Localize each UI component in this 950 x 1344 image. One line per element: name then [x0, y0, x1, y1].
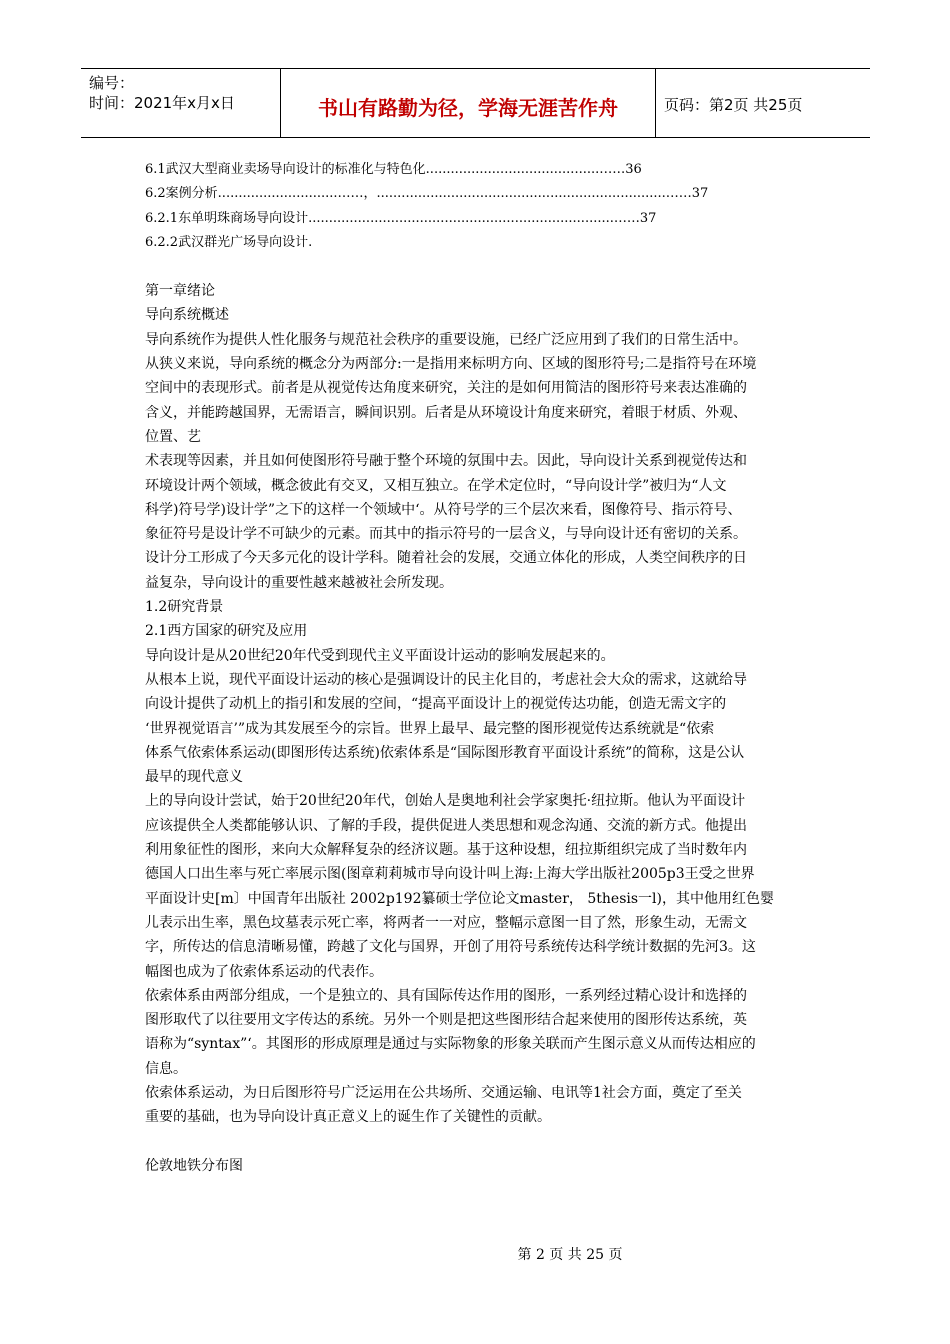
spacer	[145, 255, 810, 279]
text-line: 德国人口出生率与死亡率展示图(图章莉莉城市导向设计叫上海:上海大学出版社2005p3王受之世界	[145, 866, 755, 883]
text-line: 向设计提供了动机上的指引和发展的空间，“提高平面设计上的视觉传达功能，创造无需文字的	[145, 696, 727, 713]
text-line: 设计分工形成了今天多元化的设计学科。随着社会的发展，交通立体化的形成，人类空间秩序的日	[145, 550, 747, 567]
text-line: 含义，并能跨越国界，无需语言，瞬间识别。后者是从环境设计角度来研究，着眼于材质、外观、	[145, 404, 747, 421]
text-line: 依索体系由两部分组成，一个是独立的、具有国际传达作用的图形，一系列经过精心设计和选择的	[145, 987, 747, 1004]
text-line: 平面设计史[m〕中国青年出版社 2002p192纂硕士学位论文master， 5thesis一l)，其中他用红色婴	[145, 890, 774, 907]
text-line: 最早的现代意义	[145, 769, 243, 786]
header-meta	[81, 69, 281, 137]
text-line: 图形取代了以往要用文字传达的系统。另外一个则是把这些图形结合起来使用的图形传达系统，英	[145, 1012, 747, 1029]
text-line: 幅图也成为了依索体系运动的代表作。	[145, 963, 383, 980]
text-line: 1.2研究背景	[145, 599, 224, 616]
text-line: 上的导向设计尝试，始于20世纪20年代，创始人是奥地利社会学家奥托·纽拉斯。他认为平面设计	[145, 793, 746, 810]
toc-entry: 6.1武汉大型商业卖场导向设计的标准化与特色化..........................................……36	[145, 162, 642, 177]
text-line: 字，所传达的信息清晰易懂，跨越了文化与国界，开创了用符号系统传达科学统计数据的先河3。这	[145, 939, 756, 956]
text-line: 从根本上说，现代平面设计运动的核心是强调设计的民主化目的，考虑社会大众的需求，这就给导	[145, 671, 747, 688]
text-line: 重要的基础，也为导向设计真正意义上的诞生作了关键性的贡献。	[145, 1109, 551, 1126]
serial-label: 编号：	[89, 74, 135, 92]
toc-entry: 6.2案例分析.............................……，......................................................................……37	[145, 186, 709, 202]
header-motto: 书山有路勤为径，学海无涯苦作舟	[281, 69, 656, 137]
text-line: 儿表示出生率，黑色坟墓表示死亡率，将两者一一对应，整幅示意图一目了然，形象生动，无需文	[145, 914, 747, 931]
text-line: 语称为“syntax”‘。其图形的形成原理是通过与实际物象的形象关联而产生图示意义从而传达相应的	[145, 1036, 756, 1053]
text-line: 术表现等因素，并且如何使图形符号融于整个环境的氛围中去。因此，导向设计关系到视觉传达和	[145, 453, 747, 470]
body-text-caption	[145, 1154, 810, 1178]
text-line: 益复杂，导向设计的重要性越来越被社会所发现。	[145, 574, 453, 591]
text-line: 环境设计两个领域，概念彼此有交叉，又相互独立。在学术定位时，“导向设计学”被归为“人文	[145, 477, 727, 494]
toc-entry: 6.2.1东单明珠商场导向设计..........................................................................……37	[145, 210, 657, 226]
text-line: 导向设计是从20世纪20年代受到现代主义平面设计运动的影响发展起来的。	[145, 647, 615, 664]
text-line: 空间中的表现形式。前者是从视觉传达角度来研究，关注的是如何用简洁的图形符号来表达准确的	[145, 380, 747, 397]
text-line: 位置、艺	[145, 428, 201, 445]
text-line: 利用象征性的图形，来向大众解释复杂的经济议题。基于这种设想，纽拉斯组织完成了当时数年内	[145, 842, 747, 859]
text-line: 信息。	[145, 1060, 187, 1077]
table-of-contents	[145, 158, 810, 255]
text-line: 科学)符号学)设计学”之下的这样一个领域中‘。从符号学的三个层次来看，图像符号、指示符号、	[145, 501, 742, 518]
document-header	[81, 68, 870, 138]
page-footer: 第 2 页 共 25 页	[517, 1247, 623, 1263]
text-line: 象征符号是设计学不可缺少的元素。而其中的指示符号的一层含义，与导向设计还有密切的关系。	[145, 526, 747, 543]
toc-entry: 6.2.2武汉群光广场导向设计.	[145, 234, 313, 250]
text-line: 依索体系运动，为日后图形符号广泛运用在公共场所、交通运输、电讯等1社会方面，奠定了至关	[145, 1084, 742, 1101]
text-line: 从狭义来说，导向系统的概念分为两部分:一是指用来标明方向、区域的图形符号;二是指符号在环境	[145, 356, 757, 373]
text-line: 应该提供全人类都能够认识、了解的手段，提供促进人类思想和观念沟通、交流的新方式。他提出	[145, 817, 747, 834]
spacer	[145, 1130, 810, 1154]
text-line: ‘世界视觉语言’”成为其发展至今的宗旨。世界上最早、最完整的图形视觉传达系统就是“依索	[145, 720, 715, 737]
text-line: 导向系统作为提供人性化服务与规范社会秩序的重要设施，已经广泛应用到了我们的日常生活中。	[145, 331, 747, 348]
body-text	[145, 279, 810, 1129]
document-body	[145, 158, 810, 1178]
text-line: 第一章绪论	[145, 283, 215, 300]
text-line: 2.1西方国家的研究及应用	[145, 623, 308, 640]
text-line: 伦敦地铁分布图	[145, 1157, 243, 1174]
text-line: 体系气依索体系运动(即图形传达系统)依索体系是“国际图形教育平面设计系统”的简称，这是公认	[145, 744, 745, 761]
header-page-info: 页码：第2页 共25页	[664, 95, 803, 114]
date-line: 时间：2021年x月x日	[89, 94, 235, 112]
text-line: 导向系统概述	[145, 307, 229, 324]
